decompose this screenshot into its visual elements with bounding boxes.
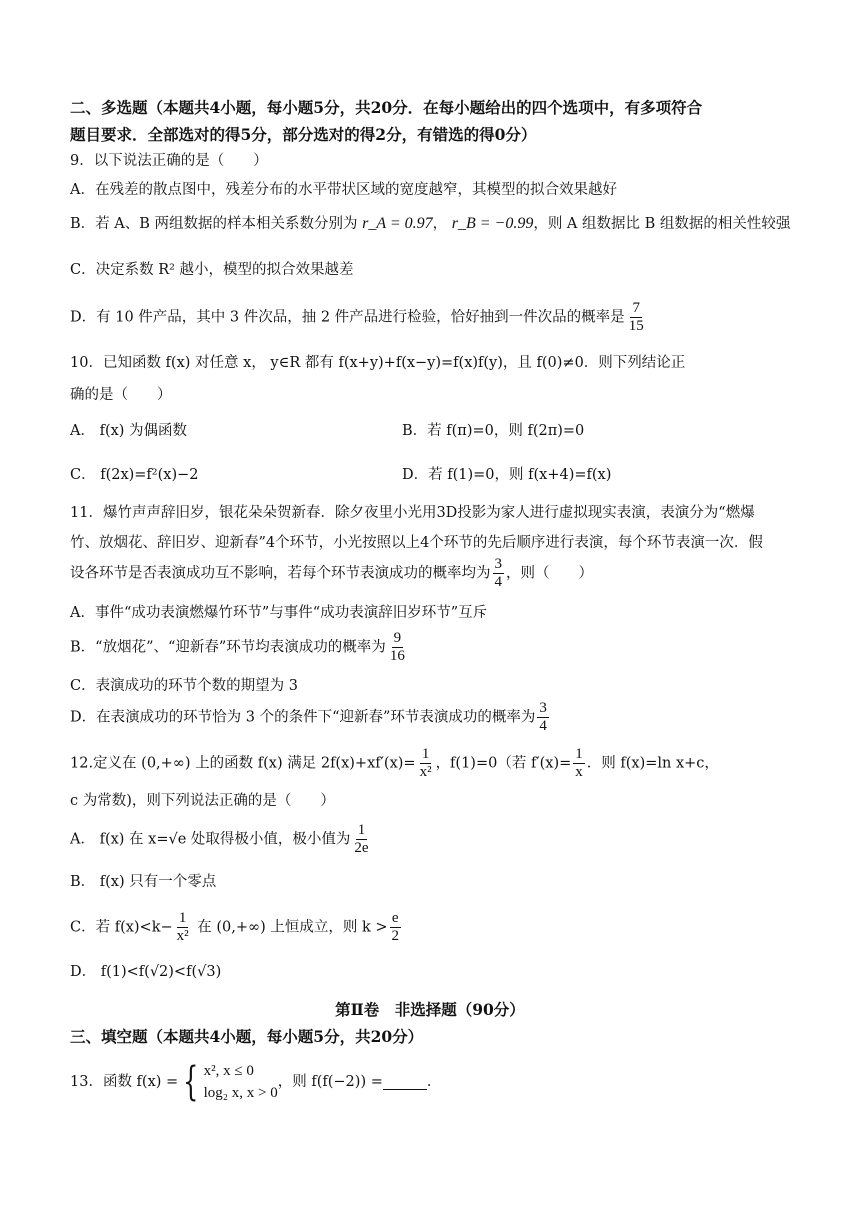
q9-option-b: B．若 A、B 两组数据的样本相关系数分别为 r_A = 0.97， r_B = −0.99，则 A 组数据比 B 组数据的相关性较强 [70, 215, 791, 232]
q12-c-denominator-2: 2 [391, 928, 400, 944]
q9-option-b-ra: r_A = 0.97 [362, 215, 433, 232]
q13-piecewise-cases [204, 1060, 278, 1104]
q12-stem-line-1 [70, 746, 719, 781]
q13-pre: 13．函数 f(x) = [70, 1074, 179, 1090]
q12-option-a-fraction [352, 822, 370, 857]
q13-answer-blank [383, 1075, 427, 1090]
q11-stem-fraction [493, 556, 505, 591]
q11-stem-line-3-pre: 设各环节是否表演成功互不影响，若每个环节表演成功的概率均为 [70, 565, 491, 582]
q11-option-d-fraction [537, 700, 549, 735]
q10-option-a: A． f(x) 为偶函数 [70, 423, 188, 439]
q12-stem-part-c: ．则 f(x)=ln x+c， [586, 755, 719, 772]
q11-b-numerator: 9 [393, 630, 402, 646]
q9-stem: 9．以下说法正确的是（ ） [70, 153, 268, 169]
q11-option-d-pre: D．在表演成功的环节恰为 3 个的条件下“迎新春”环节表演成功的概率为 [70, 709, 536, 726]
section-2-header-line-1: 二、多选题（本题共4小题，每小题5分，共20分．在每小题给出的四个选项中，有多项符合 [70, 98, 703, 117]
q12-a-numerator: 1 [357, 822, 366, 838]
q11-stem-line-3-post: ，则（ ） [506, 565, 593, 582]
q12-option-c-pre: C．若 f(x)<k− [70, 919, 173, 936]
q12-option-a [70, 822, 373, 857]
q12-option-a-pre: A． f(x) 在 x=√e 处取得极小值，极小值为 [70, 831, 351, 848]
q13-end: ． [426, 1074, 442, 1090]
q11-stem-line-3 [70, 556, 593, 591]
q12-stem-line-2: c 为常数)，则下列说法正确的是（ ） [70, 793, 335, 809]
q10-stem-line-1: 10．已知函数 f(x) 对任意 x， y∈R 都有 f(x+y)+f(x−y)=f(x)f(y)，且 f(0)≠0．则下列结论正 [70, 355, 686, 371]
q9-option-d-pre: D．有 10 件产品，其中 3 件次品，抽 2 件产品进行检验，恰好抽到一件次品的概率是 [70, 309, 625, 326]
q12-stem-numerator-1: 1 [421, 746, 430, 762]
q11-b-denominator: 16 [389, 648, 405, 664]
q12-option-c-mid: 在 (0,+∞) 上恒成立，则 k > [192, 919, 388, 936]
q11-d-numerator: 3 [539, 700, 547, 716]
q12-stem-part-b: ，f(1)=0（若 f′(x)= [435, 755, 572, 772]
q9-option-d-fraction [627, 300, 646, 335]
q12-option-c-fraction-1 [175, 910, 191, 945]
q13-case-2: log₂ x, x > 0 [203, 1085, 278, 1101]
q9-option-b-rb: r_B = −0.99 [451, 215, 534, 232]
q12-c-denominator-1: x² [176, 928, 189, 944]
q11-option-a: A．事件“成功表演燃爆竹环节”与事件“成功表演辞旧岁环节”互斥 [70, 605, 488, 621]
q12-stem-denominator-1: x² [419, 764, 432, 780]
q12-option-b: B． f(x) 只有一个零点 [70, 874, 217, 890]
q10-option-c: C． f(2x)=f²(x)−2 [70, 467, 199, 483]
q11-stem-denominator: 4 [494, 574, 502, 590]
q12-option-c-fraction-2 [390, 910, 402, 945]
q11-option-b-fraction [388, 630, 407, 665]
part-2-title: 第Ⅱ卷 非选择题（90分） [335, 1000, 525, 1019]
q12-a-denominator: 2e [354, 840, 369, 856]
q12-stem-numerator-2: 1 [575, 746, 583, 762]
q9-d-numerator: 7 [632, 300, 640, 316]
q10-stem-line-2: 确的是（ ） [70, 387, 172, 403]
q12-c-numerator-2: e [391, 910, 399, 926]
q9-option-a: A．在残差的散点图中，残差分布的水平带状区域的宽度越窄，其模型的拟合效果越好 [70, 182, 617, 198]
section-2-header-line-2: 题目要求．全部选对的得5分，部分选对的得2分，有错选的得0分） [70, 125, 537, 144]
q13-stem [70, 1060, 441, 1104]
q9-option-c: C．决定系数 R² 越小，模型的拟合效果越差 [70, 262, 354, 278]
q11-option-b [70, 630, 409, 665]
q12-stem-fraction-2 [573, 746, 585, 781]
q11-stem-line-2: 竹、放烟花、辞旧岁、迎新春”4个环节，小光按照以上4个环节的先后顺序进行表演，每个环节表演一次．假 [70, 535, 763, 551]
q12-c-numerator-1: 1 [178, 910, 187, 926]
q13-left-brace: { [183, 1059, 199, 1105]
q10-option-d: D．若 f(1)=0，则 f(x+4)=f(x) [402, 467, 612, 483]
q12-option-c [70, 910, 403, 945]
q13-post: ，则 f(f(−2)) = [277, 1074, 383, 1090]
q10-option-b: B．若 f(π)=0，则 f(2π)=0 [402, 423, 585, 439]
q11-d-denominator: 4 [539, 718, 547, 734]
q9-option-b-post: ，则 A 组数据比 B 组数据的相关性较强 [533, 216, 791, 232]
q11-stem-numerator: 3 [494, 556, 502, 572]
section-3-header: 三、填空题（本题共4小题，每小题5分，共20分） [70, 1027, 424, 1046]
q12-stem-part-a: 12.定义在 (0,+∞) 上的函数 f(x) 满足 2f(x)+xf′(x)= [70, 755, 416, 772]
q12-stem-denominator-2: x [575, 764, 583, 780]
q9-d-denominator: 15 [628, 318, 644, 334]
q12-stem-fraction-1 [418, 746, 434, 781]
q11-option-b-pre: B．“放烟花”、“迎新春”环节均表演成功的概率为 [70, 639, 386, 656]
q9-option-b-pre: B．若 A、B 两组数据的样本相关系数分别为 [70, 216, 358, 232]
q9-option-d [70, 300, 648, 335]
q11-stem-line-1: 11．爆竹声声辞旧岁，银花朵朵贺新春．除夕夜里小光用3D投影为家人进行虚拟现实表演，表演分为“燃爆 [70, 505, 755, 521]
q12-option-d: D． f(1)<f(√2)<f(√3) [70, 964, 222, 980]
q13-case-1: x², x ≤ 0 [203, 1063, 254, 1079]
q11-option-c: C．表演成功的环节个数的期望为 3 [70, 678, 298, 694]
q11-option-d [70, 700, 551, 735]
